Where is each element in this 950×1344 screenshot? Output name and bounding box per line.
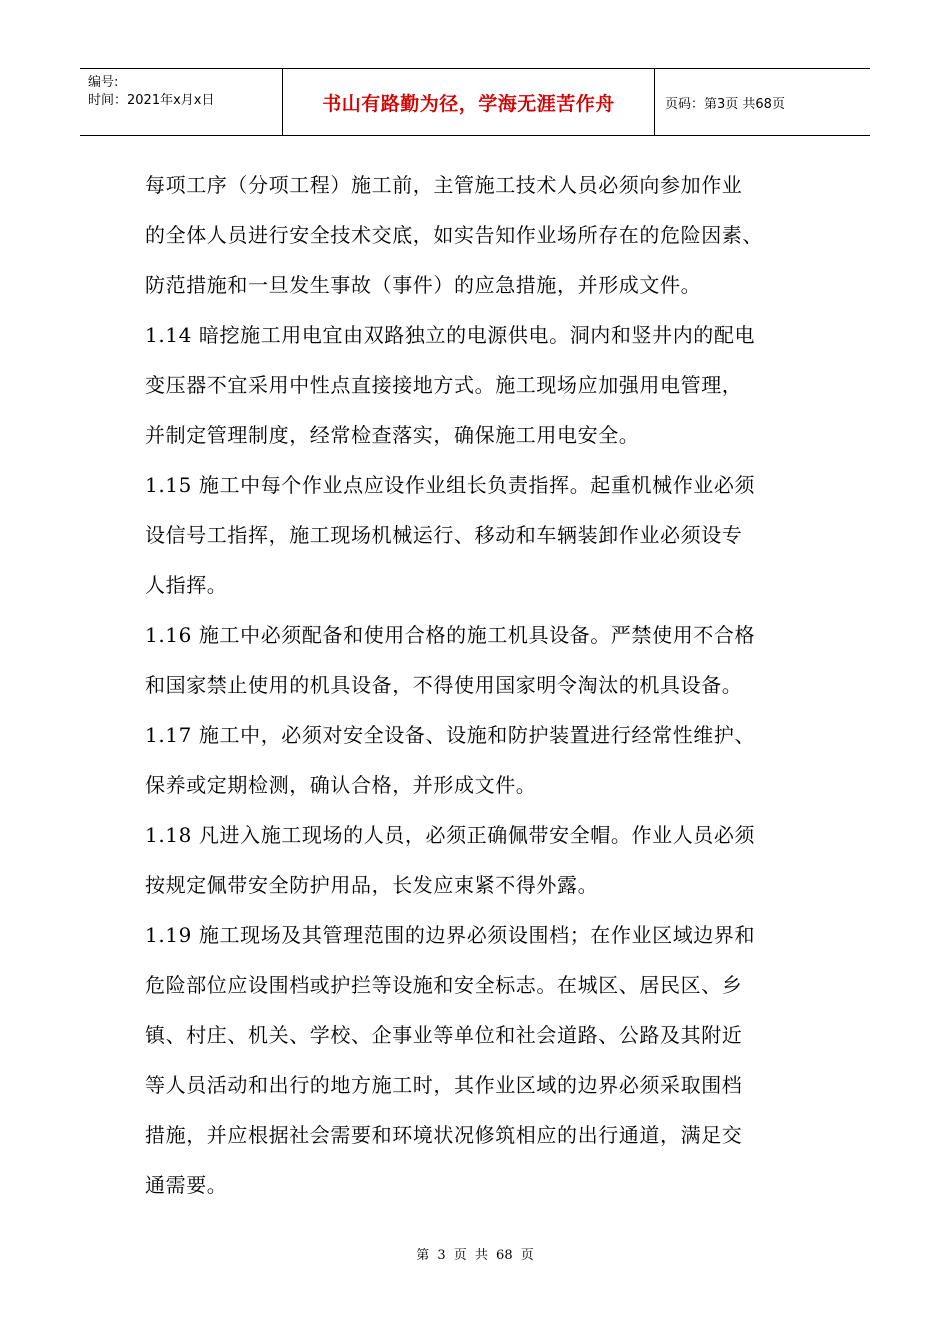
page-footer: 第 3 页 共 68 页 bbox=[416, 1248, 534, 1263]
body-text-line: 1.18 凡进入施工现场的人员，必须正确佩带安全帽。作业人员必须 bbox=[145, 823, 756, 847]
body-text-line: 的全体人员进行安全技术交底，如实告知作业场所存在的危险因素、 bbox=[145, 223, 763, 247]
body-text-line: 1.15 施工中每个作业点应设作业组长负责指挥。起重机械作业必须 bbox=[145, 473, 756, 497]
body-text-line: 1.16 施工中必须配备和使用合格的施工机具设备。严禁使用不合格 bbox=[145, 623, 756, 647]
body-text-line: 防范措施和一旦发生事故（事件）的应急措施，并形成文件。 bbox=[145, 273, 702, 297]
header-page-info: 页码：第3页 共68页 bbox=[665, 96, 785, 112]
body-text-line: 并制定管理制度，经常检查落实，确保施工用电安全。 bbox=[145, 423, 640, 447]
body-text-line: 设信号工指挥，施工现场机械运行、移动和车辆装卸作业必须设专 bbox=[145, 523, 743, 547]
document-code-label: 编号: bbox=[88, 75, 119, 90]
header-motto: 书山有路勤为径，学海无涯苦作舟 bbox=[283, 69, 655, 135]
body-text-line: 1.14 暗挖施工用电宜由双路独立的电源供电。洞内和竖井内的配电 bbox=[145, 323, 756, 347]
body-text-line: 危险部位应设围档或护拦等设施和安全标志。在城区、居民区、乡 bbox=[145, 973, 743, 997]
body-text-line: 镇、村庄、机关、学校、企事业等单位和社会道路、公路及其附近 bbox=[145, 1023, 743, 1047]
document-date: 时间：2021年x月x日 bbox=[88, 93, 215, 108]
body-text-line: 措施，并应根据社会需要和环境状况修筑相应的出行通道，满足交 bbox=[145, 1123, 743, 1147]
body-text-line: 保养或定期检测，确认合格，并形成文件。 bbox=[145, 773, 537, 797]
body-text-line: 1.17 施工中，必须对安全设备、设施和防护装置进行经常性维护、 bbox=[145, 723, 756, 747]
body-text-line: 和国家禁止使用的机具设备，不得使用国家明令淘汰的机具设备。 bbox=[145, 673, 743, 697]
body-text-line: 变压器不宜采用中性点直接接地方式。施工现场应加强用电管理， bbox=[145, 373, 743, 397]
body-text-line: 通需要。 bbox=[145, 1173, 228, 1197]
document-body bbox=[145, 160, 835, 1210]
page-header bbox=[80, 68, 870, 136]
body-text-line: 人指挥。 bbox=[145, 573, 228, 597]
header-meta bbox=[80, 69, 283, 135]
body-text-line: 等人员活动和出行的地方施工时，其作业区域的边界必须采取围档 bbox=[145, 1073, 743, 1097]
body-text-line: 1.19 施工现场及其管理范围的边界必须设围档；在作业区域边界和 bbox=[145, 923, 756, 947]
body-text-line: 按规定佩带安全防护用品，长发应束紧不得外露。 bbox=[145, 873, 599, 897]
body-text-line: 每项工序（分项工程）施工前，主管施工技术人员必须向参加作业 bbox=[145, 173, 743, 197]
